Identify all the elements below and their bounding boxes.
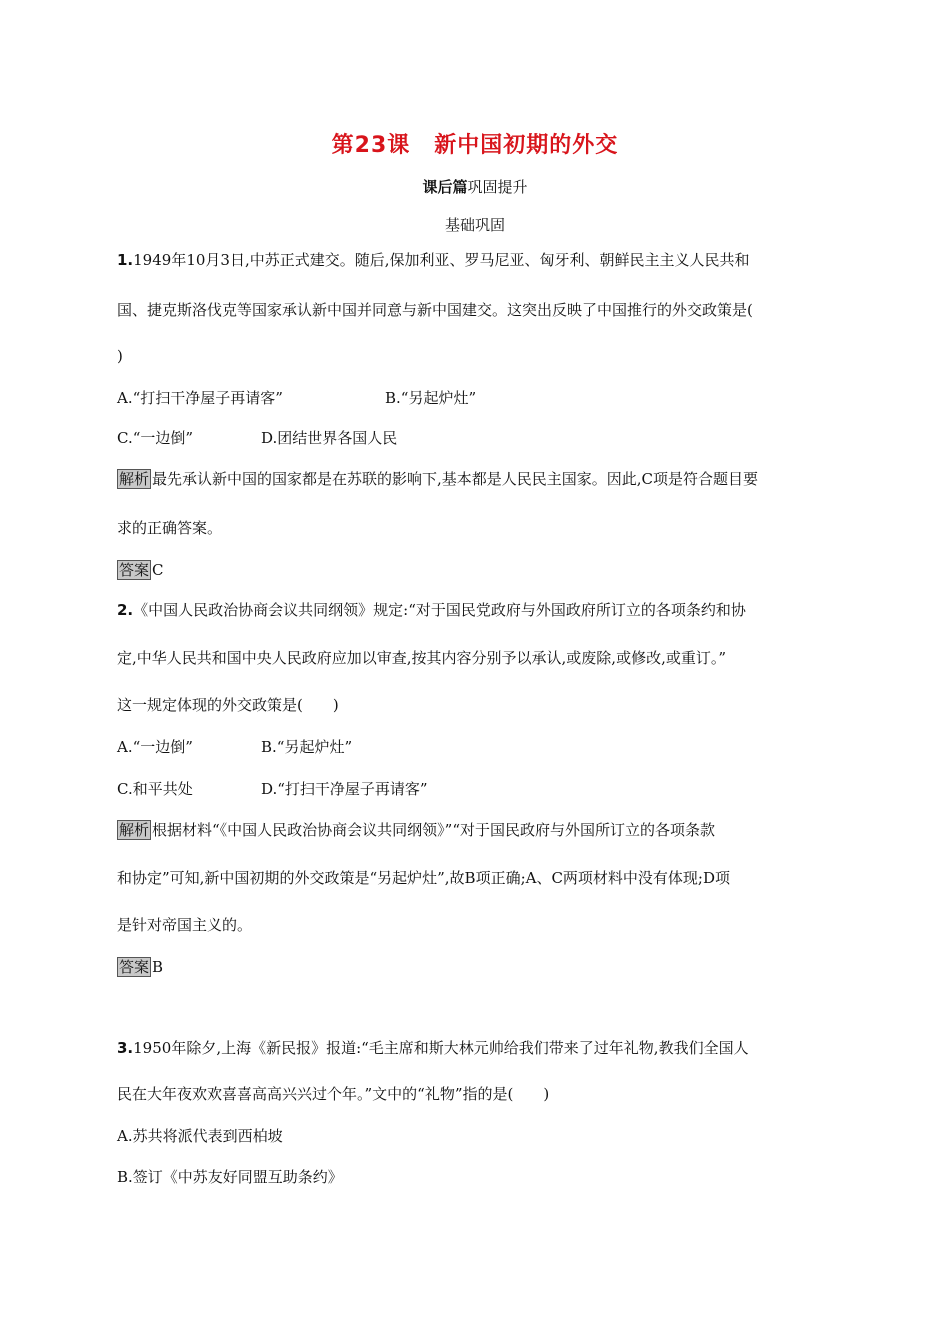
q1-option-c: C.“一边倒” [117, 429, 194, 447]
q2-answer-value: B [152, 958, 164, 976]
q3-stem-1: 1950年除夕,上海《新民报》报道:“毛主席和斯大林元帅给我们带来了过年礼物,教我们全国人 [133, 1039, 749, 1057]
analysis-label: 解析 [119, 821, 150, 839]
q2-stem-3: 这一规定体现的外交政策是( ) [117, 696, 339, 714]
q2-analysis-1 [117, 820, 837, 840]
q3-number: 3. [117, 1039, 134, 1057]
lesson-name: 新中国初期的外交 [434, 133, 619, 158]
q1-options-cd [117, 428, 837, 448]
q1-option-a: A.“打扫干净屋子再请客” [117, 389, 283, 407]
q2-option-d: D.“打扫干净屋子再请客” [261, 780, 428, 798]
q1-options-ab [117, 388, 837, 408]
answer-label: 答案 [119, 958, 150, 976]
q2-option-b: B.“另起炉灶” [261, 738, 353, 756]
lesson-number: 第23课 [331, 133, 411, 158]
q1-answer [117, 560, 837, 580]
q1-stem-2: 国、捷克斯洛伐克等国家承认新中国并同意与新中国建交。这突出反映了中国推行的外交政策是( [117, 301, 753, 319]
q3-option-b: B.签订《中苏友好同盟互助条约》 [117, 1168, 343, 1186]
q2-analysis-3: 是针对帝国主义的。 [117, 916, 253, 934]
q1-stem-1: 1949年10月3日,中苏正式建交。随后,保加利亚、罗马尼亚、匈牙利、朝鲜民主主义人民共和 [133, 251, 750, 269]
q2-stem-2: 定,中华人民共和国中央人民政府应加以审查,按其内容分别予以承认,或废除,或修改,或重订。” [117, 649, 727, 667]
q1-line-1 [117, 250, 837, 270]
q1-option-d: D.团结世界各国人民 [261, 429, 398, 447]
q2-line-1 [117, 600, 837, 620]
subtitle [0, 176, 950, 197]
analysis-label: 解析 [119, 470, 150, 488]
q1-number: 1. [117, 251, 134, 269]
q3-option-a: A.苏共将派代表到西柏坡 [117, 1127, 283, 1145]
q1-answer-value: C [152, 561, 164, 579]
q1-analysis-1 [117, 469, 837, 489]
q1-stem-3: ) [117, 347, 123, 365]
section-heading: 基础巩固 [444, 216, 505, 234]
q2-options-cd [117, 779, 837, 799]
answer-label: 答案 [119, 561, 150, 579]
q3-line-1 [117, 1038, 837, 1058]
lesson-title [0, 128, 950, 159]
q2-stem-1: 《中国人民政治协商会议共同纲领》规定:“对于国民党政府与外国政府所订立的各项条约和协 [133, 601, 746, 619]
q2-answer [117, 957, 837, 977]
q2-analysis-text-1: 根据材料“《中国人民政治协商会议共同纲领》”“对于国民政府与外国所订立的各项条款 [152, 821, 716, 839]
q1-analysis-2: 求的正确答案。 [117, 519, 223, 537]
q2-number: 2. [117, 601, 134, 619]
q2-option-c: C.和平共处 [117, 780, 193, 798]
q2-option-a: A.“一边倒” [117, 738, 193, 756]
q1-analysis-text-1: 最先承认新中国的国家都是在苏联的影响下,基本都是人民民主国家。因此,C项是符合题目要 [152, 470, 759, 488]
subtitle-rest: 巩固提升 [467, 178, 528, 196]
q3-stem-2: 民在大年夜欢欢喜喜高高兴兴过个年。”文中的“礼物”指的是( ) [117, 1085, 550, 1103]
q2-options-ab [117, 737, 837, 757]
q1-option-b: B.“另起炉灶” [385, 389, 477, 407]
q2-analysis-2: 和协定”可知,新中国初期的外交政策是“另起炉灶”,故B项正确;A、C两项材料中没有体现;D项 [117, 869, 731, 887]
subtitle-bold: 课后篇 [422, 178, 468, 196]
